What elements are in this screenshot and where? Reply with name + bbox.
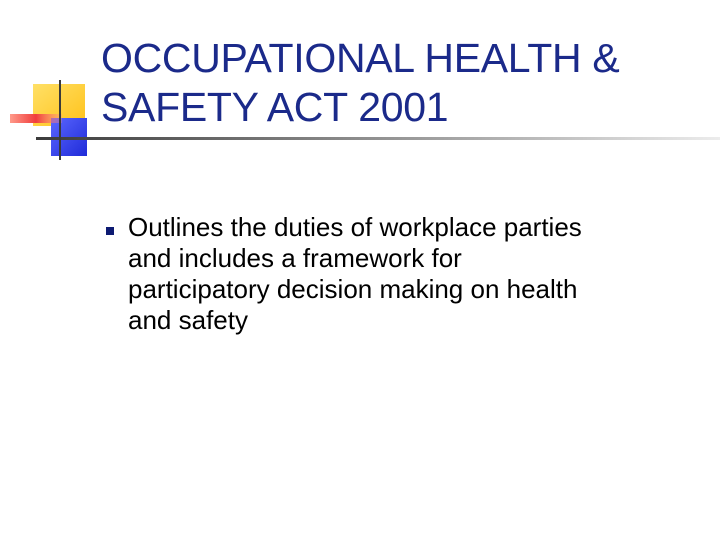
bullet-item <box>106 212 696 336</box>
vertical-rule <box>59 80 61 160</box>
red-bar <box>10 114 62 123</box>
bullet-line-3: participatory decision making on health <box>128 274 578 304</box>
title-line-1: OCCUPATIONAL HEALTH & <box>101 35 620 81</box>
title-line-2: SAFETY ACT 2001 <box>101 84 449 130</box>
slide-title <box>101 34 701 132</box>
bullet-list <box>106 212 696 336</box>
bullet-line-2: and includes a framework for <box>128 243 462 273</box>
bullet-line-4: and safety <box>128 305 248 335</box>
bullet-line-1: Outlines the duties of workplace parties <box>128 212 582 242</box>
bullet-text <box>128 212 696 336</box>
horizontal-rule <box>36 137 720 140</box>
square-bullet-icon <box>106 227 114 235</box>
